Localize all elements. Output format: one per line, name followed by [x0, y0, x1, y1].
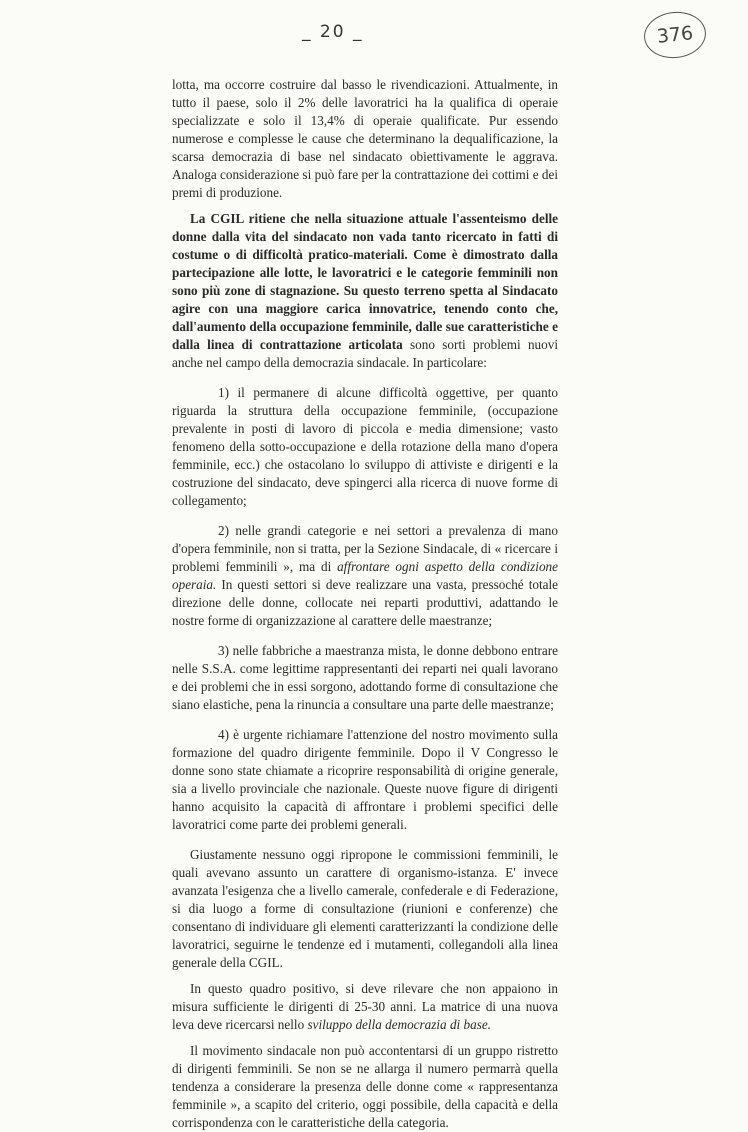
paragraph: [172, 210, 558, 372]
text-span: In questo quadro positivo, si deve rilevare che non appaiono in misura sufficiente le dirigenti di 25-30 anni. La matrice di una nuova leva deve ricercarsi nello: [172, 981, 558, 1032]
highlighted-text: La CGIL ritiene che nella situazione attuale l'assenteismo delle donne dalla vita del sindacato non vada tanto ricercato in fatti di costume o di difficoltà pratico-materiali. Come è dimostrato dalla partecipazione alle lotte, le lavoratrici e le categorie femminili non sono più zone di stagnazione. Su questo terreno spetta al Sindacato agire con una maggiore carica innovatrice, tenendo conto che, dall'aumento della occupazione femminile, dalle sue caratteristiche e dalla linea di contrattazione articolata: [172, 211, 558, 352]
paragraph: Il movimento sindacale non può accontentarsi di un gruppo ristretto di dirigenti femminili. Se non se ne allarga il numero permarrà quella tendenza a considerare la presenza delle donne come « rappresentanza femminile », a scapito del criterio, oggi possibile, della capacità e della corrispondenza con le caratteristiche della categoria.: [172, 1043, 558, 1130]
list-item: 1) il permanere di alcune difficoltà oggettive, per quanto riguarda la struttura della occupazione femminile, (occupazione prevalente in posti di lavoro di piccola e media dimensione; vasto fenomeno della sotto-occupazione e della rotazione della mano d'opera femminile, ecc.) che ostacolano lo sviluppo di attiviste e dirigenti e la costruzione del sindacato, deve spingerci alla ricerca di nuove forme di collegamento;: [172, 385, 558, 508]
archive-number-stamp: [642, 9, 708, 61]
archive-number: 376: [655, 22, 695, 48]
text-span: sono sorti problemi nuovi anche nel campo della democrazia sindacale. In particolare:: [172, 337, 559, 370]
paragraph: [172, 980, 558, 1034]
page-number: _ 20 _: [302, 22, 364, 42]
paragraph: lotta, ma occorre costruire dal basso le rivendicazioni. Attualmente, in tutto il paese, solo il 2% delle lavoratrici ha la qualifica di operaie specializzate e solo il 13,4% di operaie qualificate. Pur essendo numerose e complesse le cause che determinano la dequalificazione, la scarsa democrazia di base nel sindacato obiettivamente le aggrava. Analoga considerazione si può fare per la contrattazione dei cottimi e dei premi di produzione.: [172, 77, 558, 200]
emphasis-text: affrontare ogni aspetto della condizione operaia.: [172, 559, 558, 592]
document-body: [172, 76, 558, 1132]
emphasis-text: sviluppo della democrazia di base.: [307, 1017, 491, 1032]
list-item: 4) è urgente richiamare l'attenzione del nostro movimento sulla formazione del quadro dirigente femminile. Dopo il V Congresso le donne sono state chiamate a ricoprire responsabilità di origine generale, sia a livello provinciale che nazionale. Queste nuove figure di dirigenti hanno acquisito la capacità di affrontare i problemi specifici delle lavoratrici come parte dei problemi generali.: [172, 727, 558, 832]
paragraph: Giustamente nessuno oggi ripropone le commissioni femminili, le quali avevano assunto un carattere di organismo-istanza. E' invece avanzata l'esigenza che a livello camerale, confederale e di Federazione, si dia luogo a forme di consultazione (riunioni e conferenze) che consentano di individuare gli elementi caratterizzanti la condizione delle lavoratrici, seguirne le tendenze ed i mutamenti, collegandoli alla linea generale della CGIL.: [172, 847, 558, 970]
list-item: [172, 522, 558, 630]
text-span: 2) nelle grandi categorie e nei settori a prevalenza di mano d'opera femminile, non si tratta, per la Sezione Sindacale, di « ricercare i problemi femminili », ma di: [172, 523, 558, 574]
text-span: In questi settori si deve realizzare una vasta, pressoché totale direzione delle donne, collocate nei reparti produttivi, adattando le nostre forme di organizzazione al carattere delle maestranze;: [172, 577, 559, 628]
list-item: 3) nelle fabbriche a maestranza mista, le donne debbono entrare nelle S.S.A. come legittime rappresentanti dei reparti nei quali lavorano e dei problemi che in essi sorgono, adottando forme di consultazione che siano elastiche, pena la rinuncia a consultare una parte delle maestranze;: [172, 643, 558, 712]
